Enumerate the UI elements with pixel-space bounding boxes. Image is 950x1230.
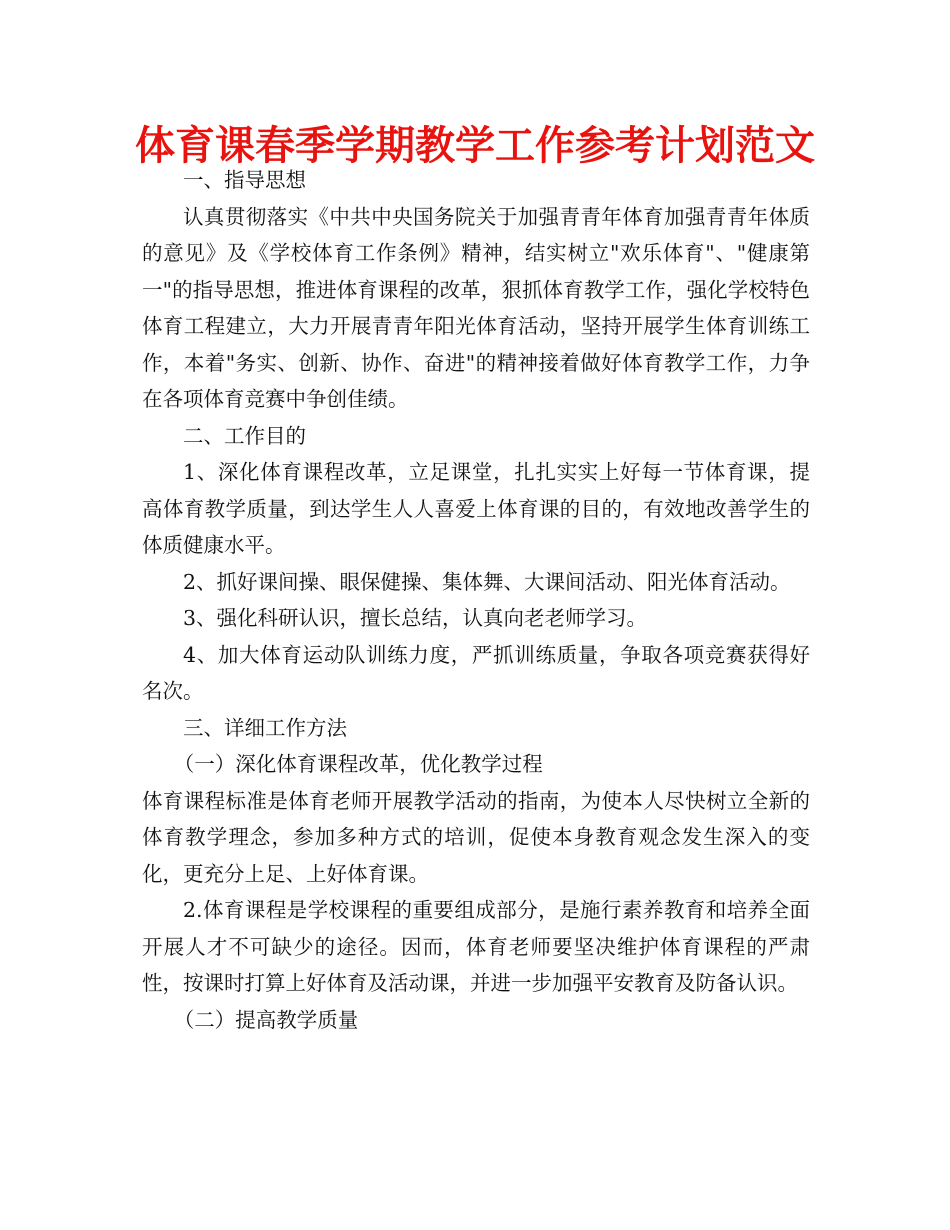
goal-item-1: 1、深化体育课程改革，立足课堂，扎扎实实上好每一节体育课，提高体育教学质量，到达学生人人喜爱上体育课的目的，有效地改善学生的体质健康水平。 bbox=[142, 460, 810, 557]
goal-item-3: 3、强化科研认识，擅长总结，认真向老老师学习。 bbox=[183, 606, 648, 630]
paragraph-curriculum-standard: 体育课程标准是体育老师开展教学活动的指南，为使本人尽快树立全新的体育教学理念，参加多种方式的培训，促使本身教育观念发生深入的变化，更充分上足、上好体育课。 bbox=[142, 788, 810, 886]
paragraph-curriculum-importance: 2.体育课程是学校课程的重要组成部分，是施行素养教育和培养全面开展人才不可缺少的途径。因而，体育老师要坚决维护体育课程的严肃性，按课时打算上好体育及活动课，并进一步加强平安教育及防备认识。 bbox=[142, 898, 810, 995]
goal-item-2: 2、抓好课间操、眼保健操、集体舞、大课间活动、阳光体育活动。 bbox=[183, 569, 791, 594]
paragraph-guiding-thought: 认真贯彻落实《中共中央国务院关于加强青青年体育加强青青年体质的意见》及《学校体育工作条例》精神，结实树立"欢乐体育"、"健康第一"的指导思想，推进体育课程的改革，狠抓体育教学工作，强化学校特色体育工程建立，大力开展青青年阳光体育活动，坚持开展学生体育训练工作，本着"务实、创新、协作、奋进"的精神接着做好体育教学工作，力争在各项体育竞赛中争创佳绩。 bbox=[142, 204, 810, 411]
section-heading-3: 三、详细工作方法 bbox=[183, 715, 347, 740]
subsection-heading-1: （一）深化体育课程改革，优化教学过程 bbox=[173, 752, 543, 776]
goal-item-4: 4、加大体育运动队训练力度，严抓训练质量，争取各项竞赛获得好名次。 bbox=[142, 642, 810, 703]
section-heading-2: 二、工作目的 bbox=[183, 423, 306, 448]
document-body bbox=[142, 162, 810, 1038]
section-heading-1: 一、指导思想 bbox=[183, 168, 306, 192]
document-title: 体育课春季学期教学工作参考计划范文 bbox=[135, 122, 815, 169]
subsection-heading-2: （二）提高教学质量 bbox=[173, 1007, 359, 1032]
